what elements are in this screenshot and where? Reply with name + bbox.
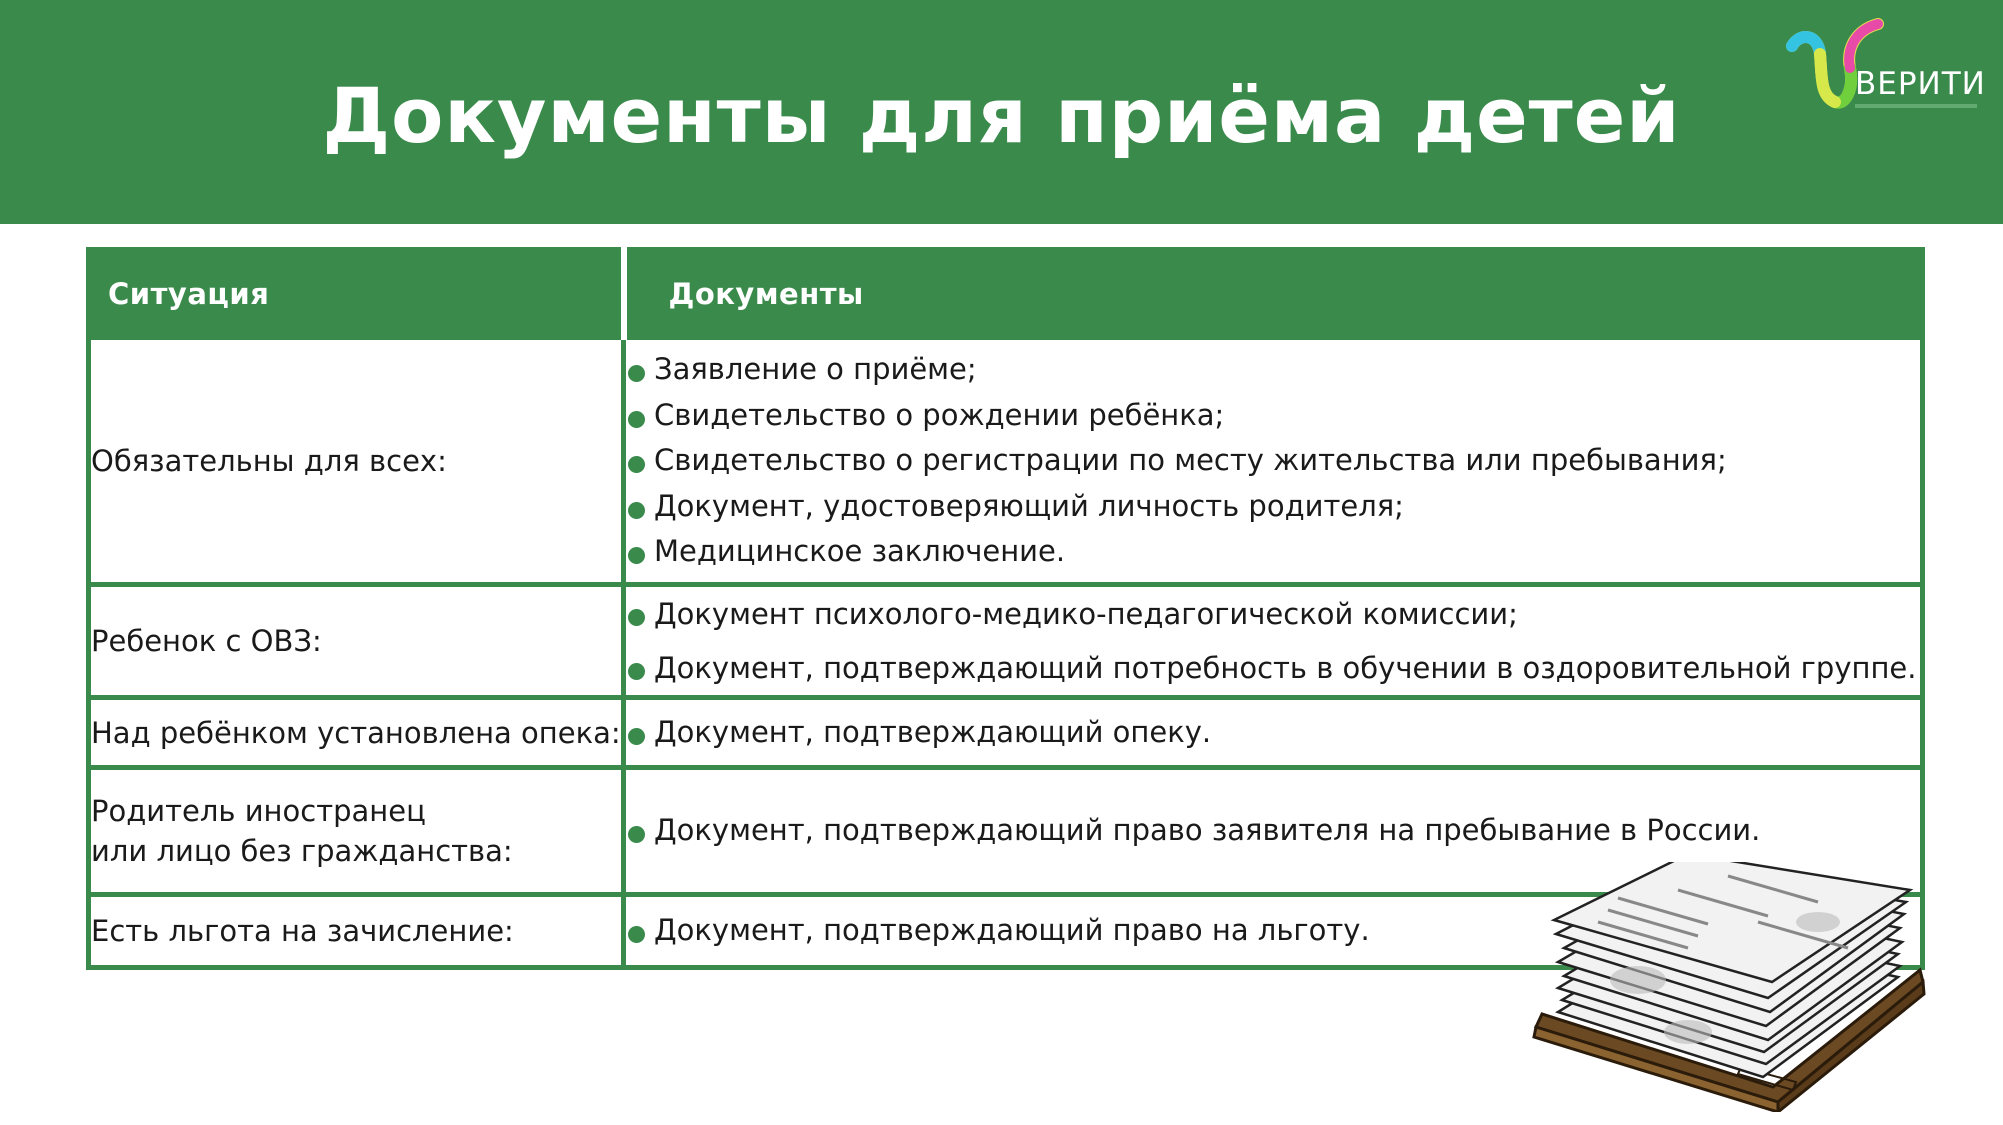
document-item: Документ, подтверждающий право заявителя на пребывание в России. [626,808,1920,854]
table-row [89,338,1923,585]
situation-cell: Ребенок с ОВЗ: [89,585,624,698]
column-header-situation: Ситуация [89,250,624,338]
situation-line: Родитель иностранец [91,794,426,828]
document-item: Свидетельство о рождении ребёнка; [626,393,1920,439]
logo-text: ВЕРИТИ [1855,66,1986,102]
document-item: Документ, удостоверяющий личность родителя; [626,484,1920,530]
table-row [89,585,1923,698]
documents-cell [624,698,1923,768]
situation-line: или лицо без гражданства: [91,834,513,868]
document-item: Документ, подтверждающий опеку. [626,710,1920,756]
documents-cell [624,585,1923,698]
logo-underline [1855,104,1977,108]
document-item: Свидетельство о регистрации по месту жительства или пребывания; [626,438,1920,484]
paper-stack-tray-icon [1528,862,1928,1112]
table-row [89,698,1923,768]
document-item: Заявление о приёме; [626,347,1920,393]
document-item: Медицинское заключение. [626,529,1920,575]
table-header-row [89,250,1923,338]
situation-cell: Над ребёнком установлена опека: [89,698,624,768]
document-item: Документ психолого-медико-педагогической комиссии; [626,587,1920,641]
situation-cell: Есть льгота на зачисление: [89,895,624,968]
document-item: Документ, подтверждающий право на льготу. [626,908,1920,954]
situation-cell [89,768,624,895]
page-title: Документы для приёма детей [322,71,1681,160]
situation-cell: Обязательны для всех: [89,338,624,585]
column-header-documents: Документы [624,250,1923,338]
documents-cell [624,338,1923,585]
document-item: Документ, подтверждающий потребность в обучении в оздоровительной группе. [626,641,1920,695]
